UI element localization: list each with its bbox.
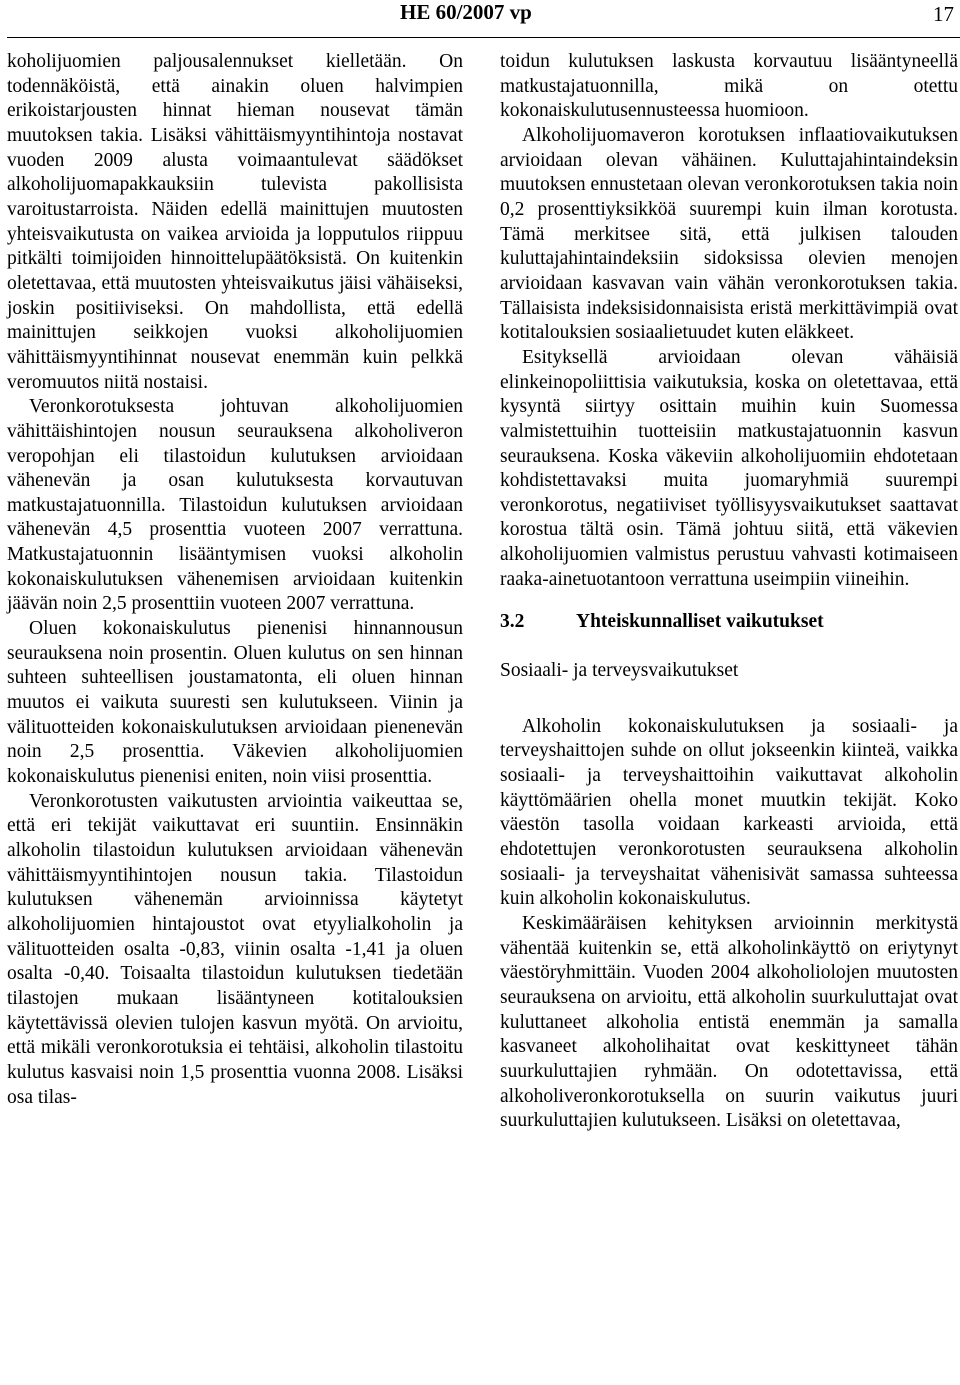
- section-heading: [500, 610, 958, 635]
- document-id: HE 60/2007 vp: [400, 0, 532, 24]
- subsection-heading: Sosiaali- ja terveysvaikutukset: [500, 660, 739, 682]
- paragraph: Veronkorotuksesta johtuvan alkoholijuomien vähittäishintojen nousun seurauksena alkoholiveron veropohjan eli tilastoidun kulutuksen arvioidaan vähenevän ja osan kulutuksesta korvautuvan matkustajatuonnilla. Tilastoidun kulutuksen arvioidaan vähenevän 4,5 prosenttia vuoteen 2007 verrattuna. Matkustajatuonnin lisääntymisen vuoksi alkoholin kokonaiskulutuksen vähenemisen arvioidaan kuitenkin jäävän noin 2,5 prosenttiin vuoteen 2007 verrattuna.: [7, 396, 463, 615]
- paragraph: Alkoholin kokonaiskulutuksen ja sosiaali- ja terveyshaittojen suhde on ollut jokseenkin kiinteä, vaikka sosiaali- ja terveyshaittoihin vaikuttavat alkoholin käyttömäärien ohella monet muutkin tekijät. Koko väestön tasolla voidaan karkeasti arvioida, että ehdotettujen veronkorotusten seurauksena alkoholin sosiaali- ja terveyshaitat vähenisivät samassa suhteessa kuin alkoholin kokonaiskulutus.: [500, 715, 958, 910]
- page-number: 17: [933, 2, 954, 26]
- left-column: [7, 50, 463, 1110]
- section-number: 3.2: [500, 611, 525, 633]
- paragraph: Alkoholijuomaveron korotuksen inflaatiovaikutuksen arvioidaan olevan vähäinen. Kuluttajahintaindeksin muutoksen ennustetaan olevan veronkorotuksen takia noin 0,2 prosenttiyksikköä suurempi kuin ilman korotusta. Tämä merkitsee sitä, että julkisen talouden kuluttajahintaindeksiin sidoksissa olevien menojen arvioidaan kasvavan vain vähän veronkorotuksen takia. Tällaisista indeksisidonnaisista eristä merkittävimpiä ovat kotitalouksien sosiaalietuudet kuten eläkkeet.: [500, 124, 958, 344]
- paragraph: Esityksellä arvioidaan olevan vähäisiä elinkeinopoliittisia vaikutuksia, koska on oletettavaa, että kysyntä siirtyy osittain muihin kuin Suomessa valmistettuihin tuotteisiin matkustajatuonnin kasvun seurauksena. Koska väkeviin alkoholijuomiin ehdotetaan kohdistettavaksi muita juomaryhmiä suurempi veronkorotus, negatiiviset työllisyysvaikutukset saattavat korostua tältä osin. Tämä johtuu siitä, että väkevien alkoholijuomien valmistus perustuu vahvasti kotimaiseen raaka-ainetuotantoon verrattuna useimpiin viineihin.: [500, 346, 958, 590]
- right-column: [500, 50, 958, 1134]
- paragraph: Veronkorotusten vaikutusten arviointia vaikeuttaa se, että eri tekijät vaikuttavat eri suuntiin. Ensinnäkin alkoholin tilastoidun kulutuksen arvioidaan vähenevän vähittäismyyntihintojen nousun takia. Tilastoidun kulutuksen vähenemän arvioinnissa käytetyt alkoholijuomien hintajoustot ovat etyylialkoholin ja välituotteiden osalta -0,83, viinin osalta -1,41 ja oluen osalta -0,40. Toisaalta tilastoidun kulutuksen tiedetään tilastojen mukaan lisääntyneen kotitalouksien käytettävissä olevien tulojen kasvun myötä. On arvioitu, että mikäli veronkorotuksia ei tehtäisi, alkoholin tilastoitu kulutus kasvaisi noin 1,5 prosenttia vuonna 2008. Lisäksi osa tilas-: [7, 790, 463, 1108]
- page-header: [0, 0, 960, 34]
- section-title: Yhteiskunnalliset vaikutukset: [576, 611, 824, 633]
- header-rule: [7, 37, 960, 38]
- paragraph: Keskimääräisen kehityksen arvioinnin merkitystä vähentää kuitenkin se, että alkoholinkäyttö on eriytynyt väestöryhmittäin. Vuoden 2004 alkoholiolojen muutosten seurauksena on arvioitu, että alkoholin suurkuluttajat ovat kuluttaneet alkoholia entistä enemmän ja samalla kasvaneet alkoholihaitat ovat keskittyneet tähän suurkuluttajien ryhmään. On odotettavissa, että alkoholiveronkorotuksella on suurin vaikutus juuri suurkuluttajien kulutukseen. Lisäksi on oletettavaa,: [500, 913, 958, 1132]
- paragraph: Oluen kokonaiskulutus pienenisi hinnannousun seurauksena noin prosentin. Oluen kulutus on sen hinnan suhteen suhteellisen joustamatonta, eli oluen hinnan muutos ei vaikuta suuresti sen kulutukseen. Viinin ja välituotteiden kokonaiskulutuksen arvioidaan pienenevän noin 2,5 prosenttia. Väkevien alkoholijuomien kokonaiskulutus pienenisi eniten, noin viisi prosenttia.: [7, 618, 463, 788]
- paragraph: toidun kulutuksen laskusta korvautuu lisääntyneellä matkustajatuonnilla, mikä on otettu kokonaiskulutusennusteessa huomioon.: [500, 51, 958, 122]
- paragraph: koholijuomien paljousalennukset kielletään. On todennäköistä, että ainakin oluen halvimpien erikoistarjousten hinnat hieman nousevat tämän muutoksen takia. Lisäksi vähittäismyyntihintoja nostavat vuoden 2009 alusta voimaantulevat säädökset alkoholijuomapakkauksiin tulevista pakollisista varoitustarroista. Näiden edellä mainittujen muutosten yhteisvaikutusta on vaikea arvioida ja lopputulos riippuu pitkälti toimijoiden hinnoittelupäätöksistä. On kuitenkin oletettavaa, että muutosten yhteisvaikutus jäisi vähäiseksi, joskin positiiviseksi. On mahdollista, että edellä mainittujen seikkojen vuoksi alkoholijuomien vähittäismyyntihinnat nousevat enemmän kuin pelkkä veromuutos niitä nostaisi.: [7, 51, 463, 393]
